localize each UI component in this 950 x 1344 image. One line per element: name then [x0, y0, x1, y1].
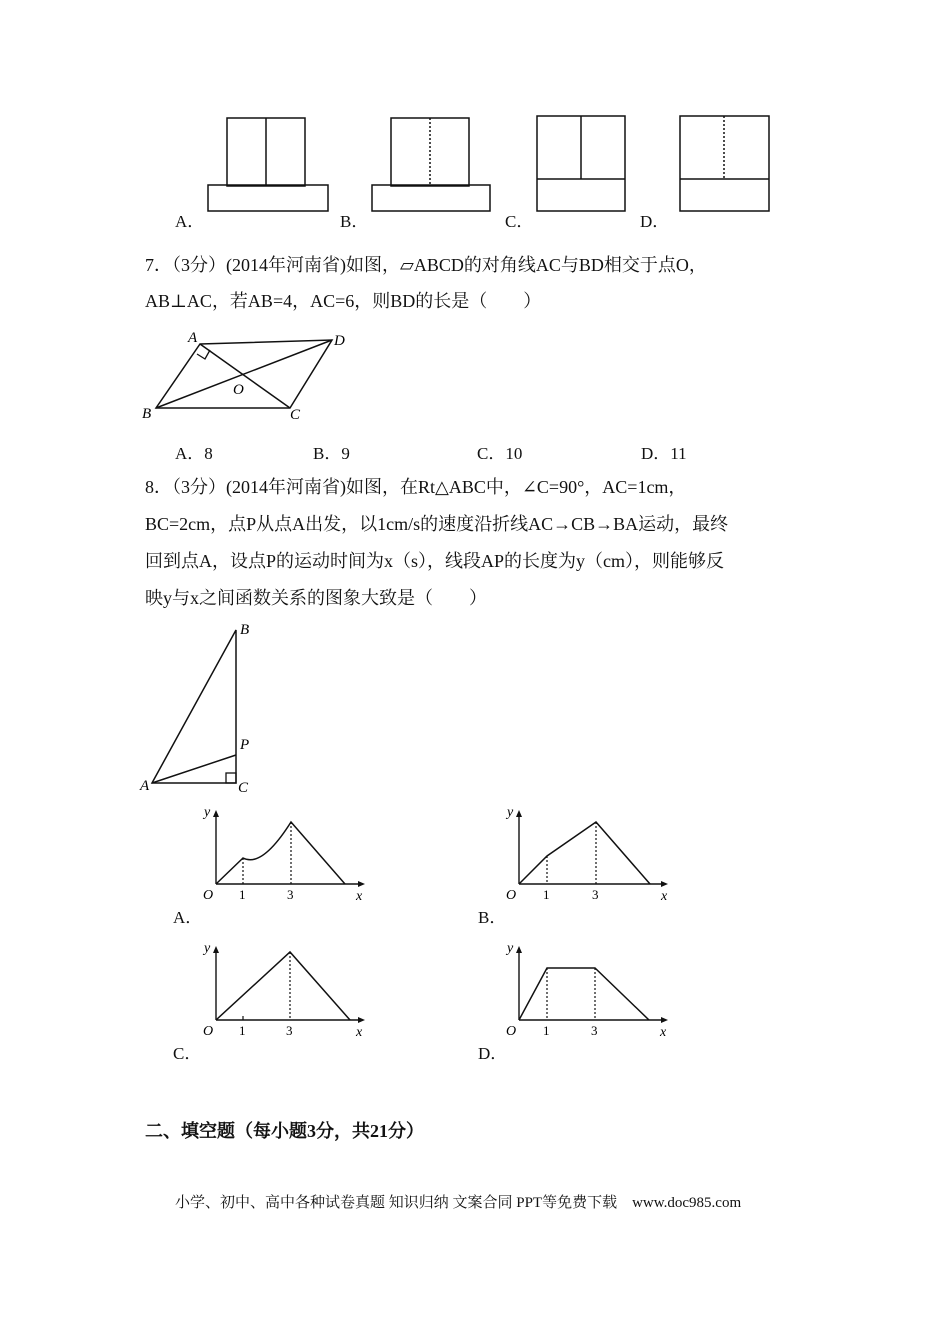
q8-stem-line4: 映y与x之间函数关系的图象大致是（ ）: [145, 588, 487, 608]
q7-parallelogram-figure: [140, 328, 360, 423]
q7-label-c: C: [290, 407, 301, 423]
q8-option-d[interactable]: D．: [478, 1044, 508, 1063]
q8-option-b[interactable]: B．: [478, 908, 507, 927]
q7-label-d: D: [334, 333, 345, 349]
q7-label-a: A: [188, 330, 198, 346]
q8-graph-d: [503, 936, 683, 1046]
q8d-origin-label: O: [506, 1024, 517, 1039]
q6-figure-b: [369, 115, 499, 215]
q6-figure-a: [205, 115, 335, 215]
section-title-fill-in: 二、填空题（每小题3分，共21分）: [145, 1121, 424, 1141]
q8c-tick-3: 3: [286, 1023, 293, 1038]
q6-option-d[interactable]: D．: [640, 212, 670, 231]
q8b-tick-1: 1: [543, 887, 550, 902]
page-footer: 小学、初中、高中各种试卷真题 知识归纳 文案合同 PPT等免费下载 www.doc985.com: [175, 1195, 742, 1211]
q8-triangle-figure: [140, 618, 270, 798]
q8-stem-line1: 8．（3分）(2014年河南省)如图，在Rt△ABC中，∠C=90°，AC=1cm，: [145, 477, 687, 497]
q7-option-d[interactable]: D．11: [641, 444, 687, 463]
q7-label-b: B: [142, 406, 152, 422]
q6-figure-c: [534, 113, 634, 213]
q7-option-a[interactable]: A．8: [175, 444, 213, 463]
q8a-tick-3: 3: [287, 887, 294, 902]
q8d-tick-3: 3: [591, 1023, 598, 1038]
q7-stem-line1: 7．（3分）(2014年河南省)如图，▱ABCD的对角线AC与BD相交于点O，: [145, 255, 707, 275]
q8c-x-label: x: [356, 1025, 363, 1040]
q8d-x-label: x: [660, 1025, 667, 1040]
q8c-origin-label: O: [203, 1024, 214, 1039]
q8a-origin-label: O: [203, 888, 214, 903]
q8-stem-line2: BC=2cm，点P从点A出发，以1cm/s的速度沿折线AC→CB→BA运动，最终: [145, 514, 729, 534]
q8-option-a[interactable]: A．: [173, 908, 203, 927]
q8-label-b: B: [240, 622, 250, 638]
q8-graph-a: [200, 800, 380, 910]
q8c-y-label: y: [204, 941, 211, 956]
q8b-origin-label: O: [506, 888, 517, 903]
q7-option-c[interactable]: C．10: [477, 444, 523, 463]
q6-option-b[interactable]: B．: [340, 212, 369, 231]
q7-label-o: O: [233, 382, 244, 398]
q8-label-a: A: [140, 778, 150, 794]
q8b-y-label: y: [507, 805, 514, 820]
q6-option-a[interactable]: A．: [175, 212, 205, 231]
q8a-y-label: y: [204, 805, 211, 820]
q8c-tick-1: 1: [239, 1023, 246, 1038]
q8b-tick-3: 3: [592, 887, 599, 902]
q8-graph-b: [503, 800, 683, 910]
q8-option-c[interactable]: C．: [173, 1044, 202, 1063]
q7-option-b[interactable]: B．9: [313, 444, 350, 463]
q8-graph-c: [200, 936, 380, 1046]
q8-label-c: C: [238, 780, 249, 796]
q6-figure-d: [677, 113, 777, 213]
q6-option-c[interactable]: C．: [505, 212, 534, 231]
q8a-x-label: x: [356, 889, 363, 904]
q8b-x-label: x: [661, 889, 668, 904]
q8d-y-label: y: [507, 941, 514, 956]
q8a-tick-1: 1: [239, 887, 246, 902]
q8-label-p: P: [240, 737, 250, 753]
q8-stem-line3: 回到点A，设点P的运动时间为x（s），线段AP的长度为y（cm），则能够反: [145, 551, 725, 571]
q8d-tick-1: 1: [543, 1023, 550, 1038]
q7-stem-line2: AB⊥AC，若AB=4，AC=6，则BD的长是（ ）: [145, 291, 542, 311]
